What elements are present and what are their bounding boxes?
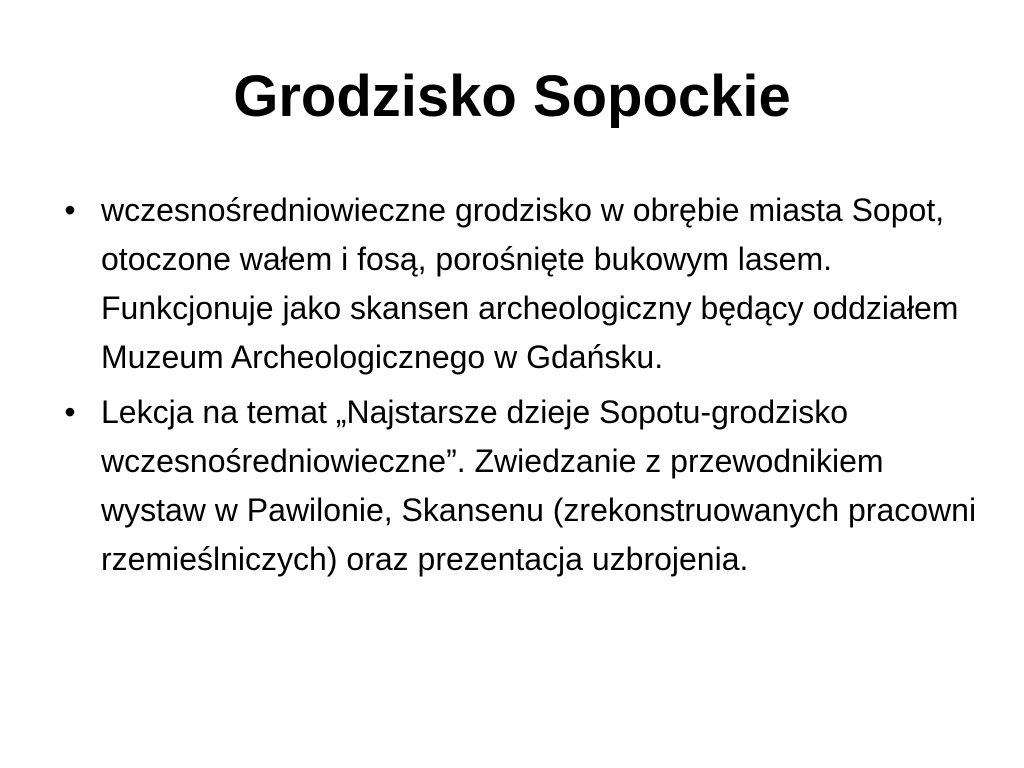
bullet-text: wczesnośredniowieczne grodzisko w obrębie miasta Sopot, otoczone wałem i fosą, porośnięte bukowym lasem. Funkcjonuje jako skansen archeologiczny będący oddziałem Muzeum Archeologicznego w Gdańsku. <box>101 192 959 375</box>
bullet-dot-icon: • <box>64 192 76 228</box>
bullet-item <box>58 388 978 584</box>
bullet-dot-icon: • <box>64 394 76 430</box>
slide-title: Grodzisko Sopockie <box>233 64 791 129</box>
bullet-item <box>58 186 978 382</box>
bullet-text: Lekcja na temat „Najstarsze dzieje Sopotu-grodzisko wczesnośredniowieczne”. Zwiedzanie z przewodnikiem wystaw w Pawilonie, Skansenu (zrekonstruowanych pracowni rzemieślniczych) oraz prezentacja uzbrojenia. <box>101 394 977 577</box>
bullet-list <box>58 186 978 590</box>
